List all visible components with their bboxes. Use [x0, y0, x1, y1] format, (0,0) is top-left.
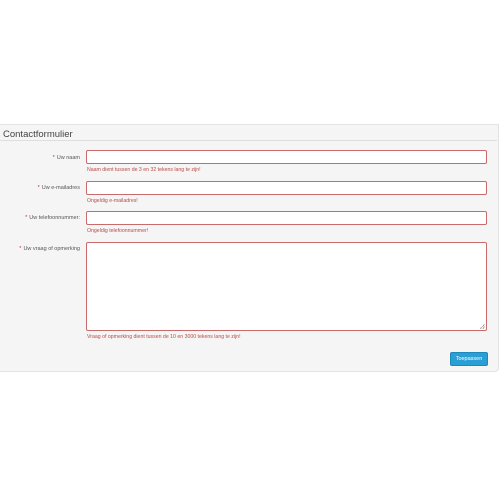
question-error: Vraag of opmerking dient tussen de 10 en 3000 tekens lang te zijn!: [87, 334, 241, 340]
phone-label-text: Uw telefoonnummer:: [29, 215, 80, 221]
question-label: [19, 246, 80, 252]
resize-handle-icon[interactable]: [480, 324, 485, 329]
email-label-text: Uw e-mailadres: [41, 185, 80, 191]
name-error: Naam dient tussen de 3 en 32 tekens lang te zijn!: [87, 167, 201, 173]
required-mark: *: [25, 215, 28, 221]
required-mark: *: [37, 185, 40, 191]
name-label: [53, 155, 80, 161]
required-mark: *: [19, 246, 22, 252]
name-input[interactable]: [86, 150, 487, 164]
email-error: Ongeldig e-mailadres!: [87, 198, 138, 204]
title-divider: [0, 140, 497, 141]
submit-button[interactable]: Toepassen: [450, 352, 488, 366]
name-label-text: Uw naam: [56, 155, 80, 161]
question-label-text: Uw vraag of opmerking: [23, 246, 80, 252]
phone-label: [25, 215, 80, 221]
form-title: Contactformulier: [3, 129, 73, 140]
phone-error: Ongeldig telefoonnummer!: [87, 228, 149, 234]
phone-input[interactable]: [86, 211, 487, 225]
required-mark: *: [52, 155, 55, 161]
email-label: [38, 185, 80, 191]
question-textarea[interactable]: [86, 242, 487, 331]
email-input[interactable]: [86, 181, 487, 195]
